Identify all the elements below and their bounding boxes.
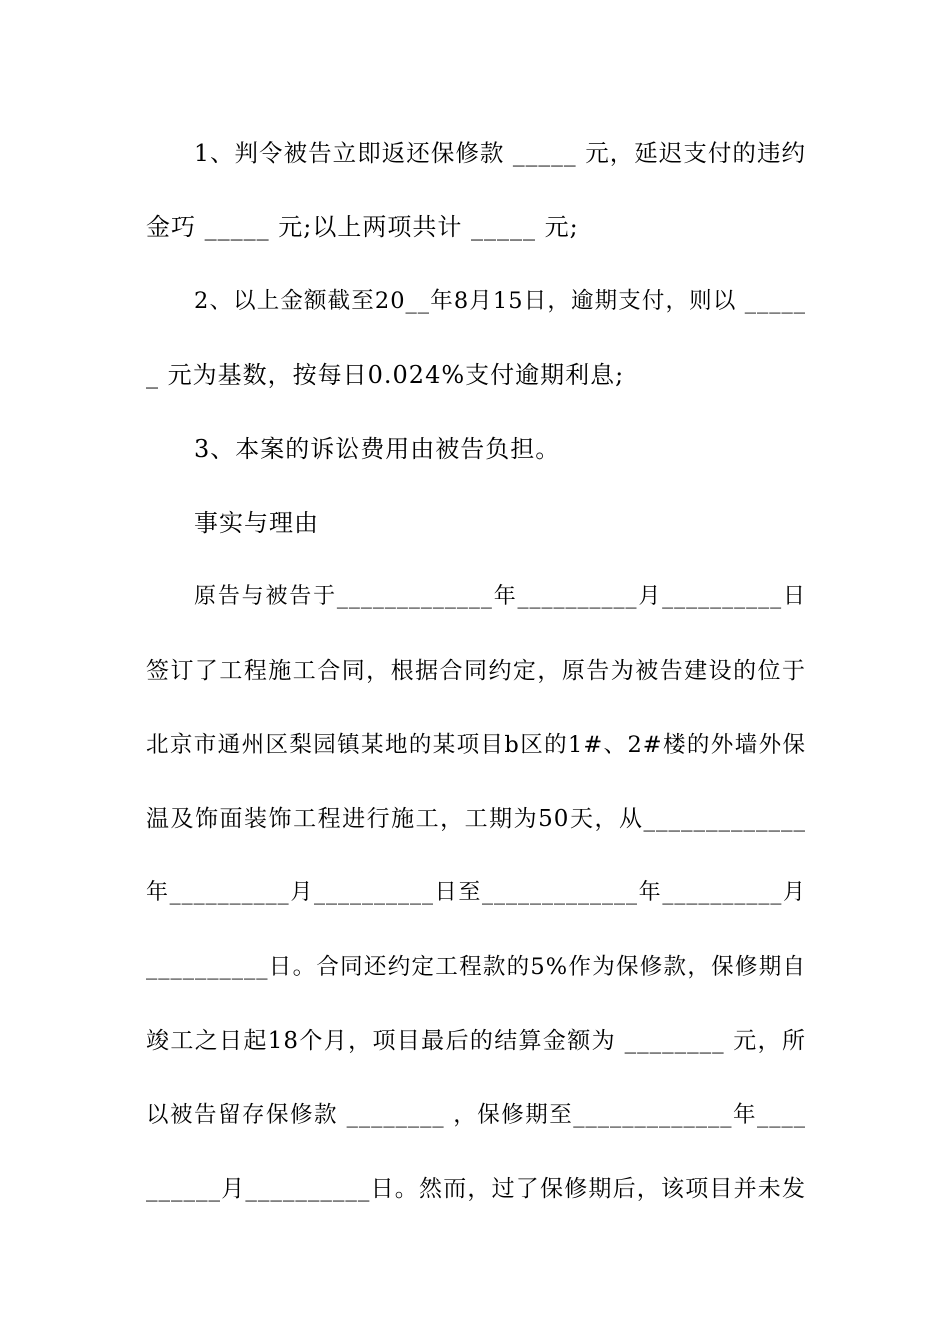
section-heading-facts: 事实与理由 bbox=[194, 509, 319, 537]
facts-paragraph-line-7: 竣工之日起18个月，项目最后的结算金额为 ________ 元，所 bbox=[146, 1028, 806, 1054]
facts-paragraph-line-9: ______月__________日。然而，过了保修期后，该项目并未发 bbox=[146, 1176, 806, 1202]
facts-paragraph-line-5: 年__________月__________日至_____________年__________月 bbox=[146, 880, 806, 905]
facts-paragraph-line-8: 以被告留存保修款 ________ ，保修期至_____________年____ bbox=[146, 1102, 806, 1128]
facts-paragraph-line-1: 原告与被告于_____________年__________月__________日 bbox=[194, 584, 806, 609]
facts-paragraph-line-6: __________日。合同还约定工程款的5%作为保修款，保修期自 bbox=[146, 954, 806, 980]
facts-paragraph-line-2: 签订了工程施工合同，根据合同约定，原告为被告建设的位于 bbox=[146, 658, 806, 684]
claim-item-3: 3、本案的诉讼费用由被告负担。 bbox=[194, 435, 561, 463]
facts-paragraph-line-3: 北京市通州区梨园镇某地的某项目b区的1#、2#楼的外墙外保 bbox=[146, 732, 806, 758]
claim-item-1-line-1: 1、判令被告立即返还保修款 _____ 元，延迟支付的违约 bbox=[194, 139, 806, 167]
facts-paragraph-line-4: 温及饰面装饰工程进行施工，工期为50天，从_____________ bbox=[146, 806, 806, 832]
claim-item-1-line-2: 金巧 _____ 元;以上两项共计 _____ 元; bbox=[146, 213, 579, 241]
claim-item-2-line-1: 2、以上金额截至20__年8月15日，逾期支付，则以 _____ bbox=[194, 288, 806, 314]
claim-item-2-line-2: _ 元为基数，按每日0.024%支付逾期利息; bbox=[146, 361, 625, 389]
